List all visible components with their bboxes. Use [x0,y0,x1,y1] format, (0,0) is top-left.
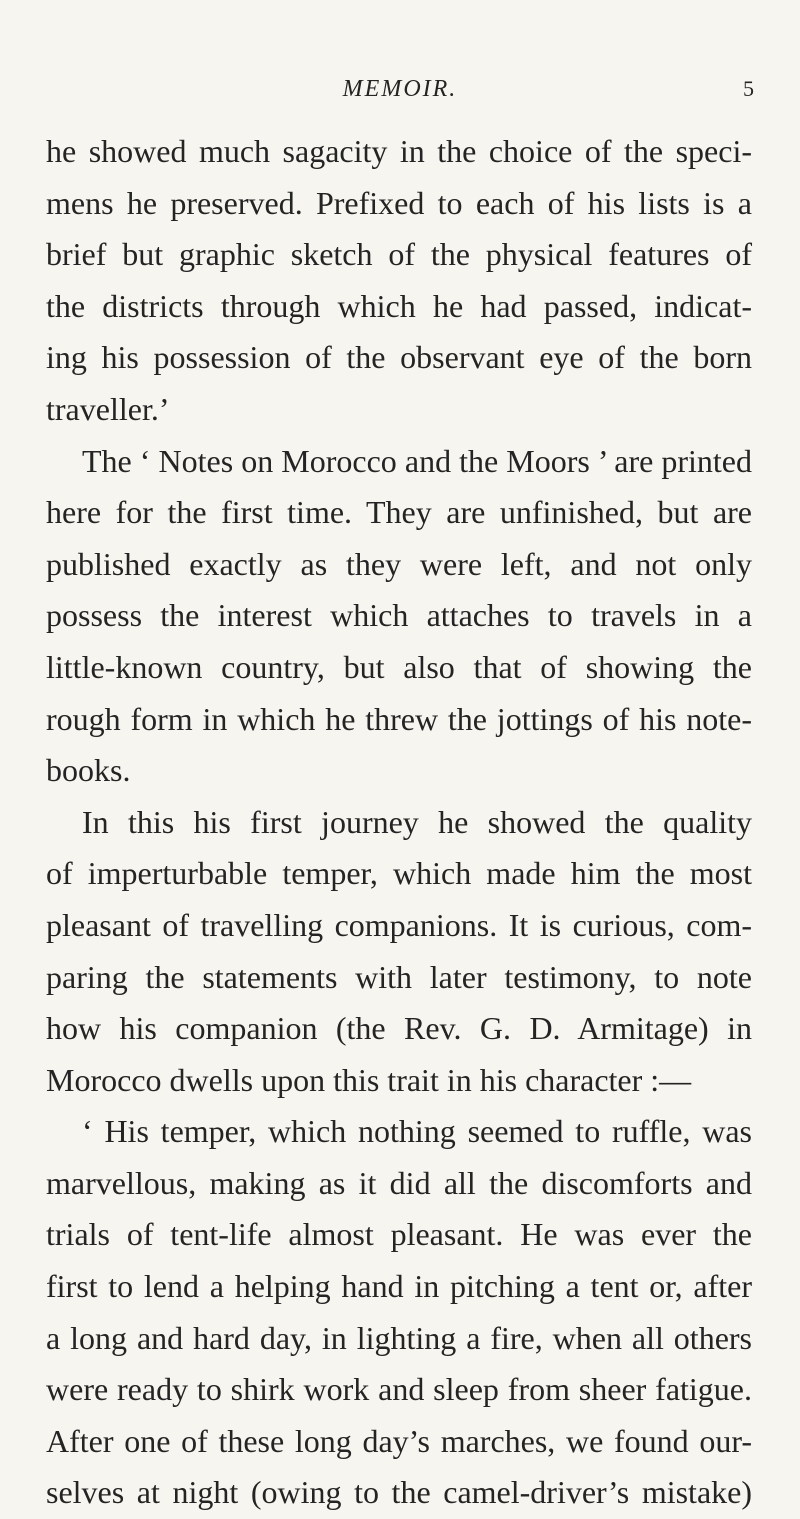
text-line: published exactly as they were left, and not only [46,545,752,582]
text-line: pleasant of travelling companions. It is curious, com- [46,906,752,943]
text-line: first to lend a helping hand in pitching a tent or, after [46,1268,752,1305]
text-line: little-known country, but also that of showing the [46,648,752,685]
text-line: how his companion (the Rev. G. D. Armitage) in [46,1010,752,1047]
text-line: mens he preserved. Prefixed to each of his lists is a [46,184,752,221]
text-line: The ‘ Notes on Morocco and the Moors ’ are printed [82,442,752,479]
text-line: were ready to shirk work and sleep from sheer fatigue. [46,1371,752,1408]
text-line: the districts through which he had passed, indicat- [46,287,752,324]
text-line: ‘ His temper, which nothing seemed to ruffle, was [82,1113,752,1150]
text-line: Morocco dwells upon this trait in his character :— [46,1061,692,1098]
running-title: MEMOIR. [342,76,458,102]
text-line: here for the first time. They are unfinished, but are [46,494,752,531]
text-line: traveller.’ [46,390,170,427]
text-line: ing his possession of the observant eye of the born [46,339,752,376]
text-line: rough form in which he threw the jottings of his note- [46,700,752,737]
text-line: After one of these long day’s marches, we found our- [46,1422,752,1459]
text-line: marvellous, making as it did all the discomforts and [46,1164,752,1201]
text-line: he showed much sagacity in the choice of the speci- [46,133,752,169]
text-line: In this his first journey he showed the quality [82,803,752,840]
text-line: selves at night (owing to the camel-driver’s mistake) [46,1474,752,1511]
page-number: 5 [743,76,754,101]
text-line: a long and hard day, in lighting a fire, when all others [46,1319,752,1356]
text-line: trials of tent-life almost pleasant. He was ever the [46,1216,752,1253]
text-line: books. [46,752,131,789]
body-text [46,126,752,1519]
text-line: of imperturbable temper, which made him the most [46,855,752,892]
text-line: possess the interest which attaches to travels in a [46,597,752,634]
text-line: brief but graphic sketch of the physical features of [46,236,752,273]
text-line: paring the statements with later testimony, to note [46,958,752,995]
running-head [46,76,754,116]
